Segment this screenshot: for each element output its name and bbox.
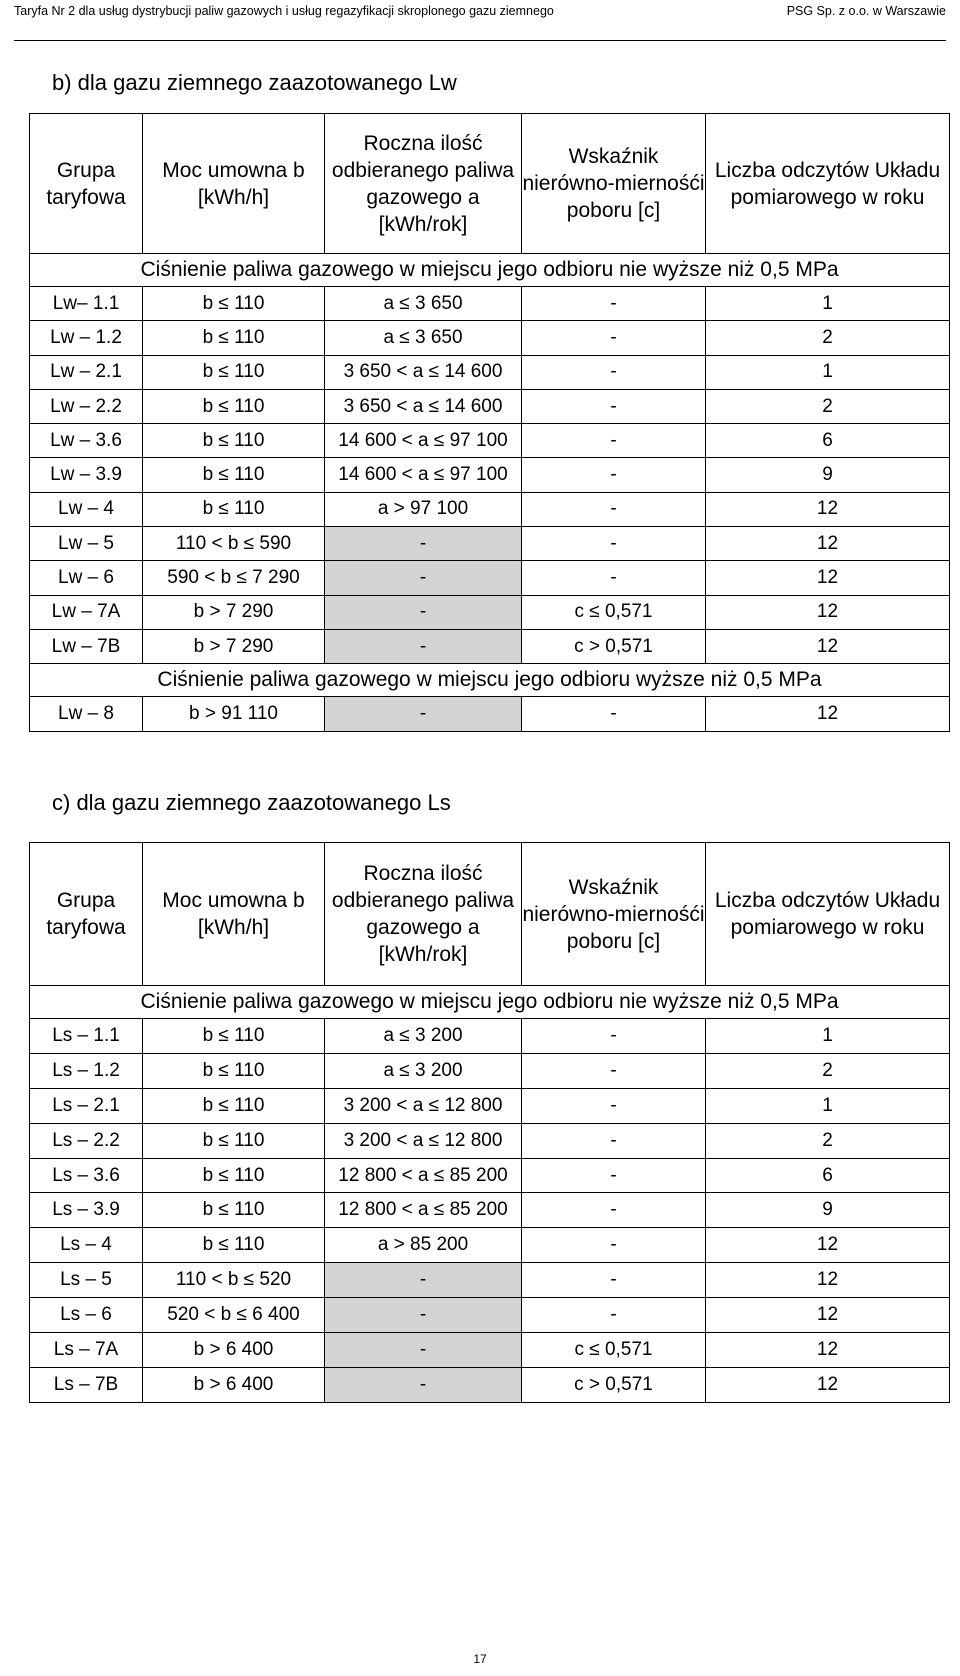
- cell-readings: 12: [706, 561, 950, 595]
- cell-annual-quantity: 14 600 < a ≤ 97 100: [325, 458, 522, 492]
- cell-power: b ≤ 110: [143, 1088, 325, 1123]
- cell-group: Lw – 4: [30, 492, 143, 526]
- document-title: Taryfa Nr 2 dla usług dystrybucji paliw gazowych i usług regazyfikacji skroplonego gazu ziemnego: [14, 4, 554, 18]
- cell-readings: 2: [706, 1053, 950, 1088]
- cell-group: Lw – 1.2: [30, 321, 143, 355]
- column-header-readings: Liczba odczytów Układu pomiarowego w roku: [706, 843, 950, 986]
- cell-annual-quantity: a ≤ 3 200: [325, 1019, 522, 1054]
- table-row: [30, 1193, 950, 1228]
- cell-readings: 6: [706, 424, 950, 458]
- cell-group: Ls – 7A: [30, 1333, 143, 1368]
- cell-readings: 9: [706, 1193, 950, 1228]
- table-row: [30, 629, 950, 663]
- page-number: 17: [473, 1652, 487, 1666]
- cell-unevenness-index: -: [522, 1298, 706, 1333]
- table-row: [30, 1367, 950, 1402]
- cell-group: Lw – 3.9: [30, 458, 143, 492]
- rows-high-pressure-lw: [30, 697, 950, 731]
- cell-unevenness-index: -: [522, 1158, 706, 1193]
- column-header-annual-quantity: Roczna ilość odbieranego paliwa gazowego a [kWh/rok]: [325, 114, 522, 254]
- cell-annual-quantity: a ≤ 3 200: [325, 1053, 522, 1088]
- cell-readings: 12: [706, 1333, 950, 1368]
- page-header: [14, 0, 946, 41]
- column-header-power: Moc umowna b [kWh/h]: [143, 114, 325, 254]
- cell-unevenness-index: -: [522, 458, 706, 492]
- cell-power: b ≤ 110: [143, 1228, 325, 1263]
- rows-low-pressure-ls: [30, 1019, 950, 1403]
- cell-power: b ≤ 110: [143, 492, 325, 526]
- tariff-table-lw: [29, 113, 950, 732]
- cell-power: b > 91 110: [143, 697, 325, 731]
- cell-readings: 12: [706, 629, 950, 663]
- cell-power: b ≤ 110: [143, 1193, 325, 1228]
- column-header-group: Grupa taryfowa: [30, 843, 143, 986]
- cell-unevenness-index: -: [522, 527, 706, 561]
- cell-power: b ≤ 110: [143, 389, 325, 423]
- cell-group: Lw – 7B: [30, 629, 143, 663]
- cell-group: Ls – 1.1: [30, 1019, 143, 1054]
- cell-readings: 1: [706, 287, 950, 321]
- cell-readings: 12: [706, 1298, 950, 1333]
- cell-power: b ≤ 110: [143, 355, 325, 389]
- cell-readings: 12: [706, 595, 950, 629]
- cell-unevenness-index: -: [522, 1228, 706, 1263]
- pressure-label-high: Ciśnienie paliwa gazowego w miejscu jego odbioru wyższe niż 0,5 MPa: [30, 664, 950, 697]
- cell-power: b > 7 290: [143, 629, 325, 663]
- cell-power: b > 6 400: [143, 1367, 325, 1402]
- cell-group: Lw – 2.1: [30, 355, 143, 389]
- cell-power: b ≤ 110: [143, 321, 325, 355]
- cell-unevenness-index: -: [522, 561, 706, 595]
- cell-readings: 6: [706, 1158, 950, 1193]
- cell-group: Ls – 7B: [30, 1367, 143, 1402]
- cell-unevenness-index: -: [522, 355, 706, 389]
- cell-unevenness-index: -: [522, 389, 706, 423]
- cell-unevenness-index: -: [522, 492, 706, 526]
- pressure-label-low: Ciśnienie paliwa gazowego w miejscu jego odbioru nie wyższe niż 0,5 MPa: [30, 986, 950, 1019]
- cell-unevenness-index: -: [522, 1053, 706, 1088]
- cell-annual-quantity: -: [325, 595, 522, 629]
- cell-annual-quantity: -: [325, 1298, 522, 1333]
- cell-unevenness-index: -: [522, 287, 706, 321]
- cell-power: 110 < b ≤ 520: [143, 1263, 325, 1298]
- cell-group: Ls – 4: [30, 1228, 143, 1263]
- cell-readings: 9: [706, 458, 950, 492]
- cell-power: 590 < b ≤ 7 290: [143, 561, 325, 595]
- cell-unevenness-index: -: [522, 424, 706, 458]
- cell-group: Lw – 5: [30, 527, 143, 561]
- cell-power: 520 < b ≤ 6 400: [143, 1298, 325, 1333]
- cell-unevenness-index: -: [522, 1088, 706, 1123]
- table-row: [30, 287, 950, 321]
- cell-group: Ls – 3.9: [30, 1193, 143, 1228]
- cell-group: Ls – 5: [30, 1263, 143, 1298]
- cell-readings: 12: [706, 1263, 950, 1298]
- cell-readings: 1: [706, 355, 950, 389]
- cell-annual-quantity: -: [325, 1333, 522, 1368]
- cell-readings: 12: [706, 527, 950, 561]
- cell-readings: 1: [706, 1019, 950, 1054]
- table-row: [30, 1228, 950, 1263]
- pressure-row-low: [30, 986, 950, 1019]
- cell-readings: 2: [706, 1123, 950, 1158]
- cell-annual-quantity: 14 600 < a ≤ 97 100: [325, 424, 522, 458]
- cell-power: b ≤ 110: [143, 424, 325, 458]
- cell-unevenness-index: -: [522, 697, 706, 731]
- column-header-group: Grupa taryfowa: [30, 114, 143, 254]
- table-row: [30, 424, 950, 458]
- table-row: [30, 1088, 950, 1123]
- column-header-unevenness-index: Wskaźnik nierówno-miernośći poboru [c]: [522, 114, 706, 254]
- cell-unevenness-index: -: [522, 1019, 706, 1054]
- cell-unevenness-index: c > 0,571: [522, 1367, 706, 1402]
- cell-annual-quantity: -: [325, 629, 522, 663]
- cell-readings: 2: [706, 389, 950, 423]
- cell-readings: 12: [706, 492, 950, 526]
- cell-annual-quantity: -: [325, 561, 522, 595]
- rows-low-pressure-lw: [30, 287, 950, 664]
- cell-power: b ≤ 110: [143, 1123, 325, 1158]
- cell-annual-quantity: 3 650 < a ≤ 14 600: [325, 389, 522, 423]
- column-header-unevenness-index: Wskaźnik nierówno-miernośći poboru [c]: [522, 843, 706, 986]
- cell-unevenness-index: c > 0,571: [522, 629, 706, 663]
- company-name: PSG Sp. z o.o. w Warszawie: [786, 4, 946, 18]
- cell-annual-quantity: 12 800 < a ≤ 85 200: [325, 1158, 522, 1193]
- column-header-annual-quantity: Roczna ilość odbieranego paliwa gazowego a [kWh/rok]: [325, 843, 522, 986]
- table-header-row: [30, 114, 950, 254]
- cell-annual-quantity: -: [325, 1367, 522, 1402]
- cell-readings: 12: [706, 697, 950, 731]
- column-header-power: Moc umowna b [kWh/h]: [143, 843, 325, 986]
- cell-annual-quantity: 3 650 < a ≤ 14 600: [325, 355, 522, 389]
- cell-annual-quantity: -: [325, 1263, 522, 1298]
- cell-annual-quantity: 12 800 < a ≤ 85 200: [325, 1193, 522, 1228]
- cell-group: Lw – 2.2: [30, 389, 143, 423]
- section-heading-lw: b) dla gazu ziemnego zaazotowanego Lw: [52, 70, 457, 95]
- cell-power: b > 6 400: [143, 1333, 325, 1368]
- cell-group: Ls – 2.2: [30, 1123, 143, 1158]
- table-row: [30, 492, 950, 526]
- cell-annual-quantity: a ≤ 3 650: [325, 321, 522, 355]
- table-row: [30, 321, 950, 355]
- cell-power: b ≤ 110: [143, 1053, 325, 1088]
- table-row: [30, 1158, 950, 1193]
- cell-power: b ≤ 110: [143, 458, 325, 492]
- cell-unevenness-index: c ≤ 0,571: [522, 595, 706, 629]
- table-row: [30, 355, 950, 389]
- table-row: [30, 1019, 950, 1054]
- cell-annual-quantity: -: [325, 697, 522, 731]
- cell-group: Lw – 6: [30, 561, 143, 595]
- table-row: [30, 458, 950, 492]
- cell-power: b ≤ 110: [143, 1019, 325, 1054]
- cell-readings: 12: [706, 1367, 950, 1402]
- cell-power: b > 7 290: [143, 595, 325, 629]
- section-heading-ls: c) dla gazu ziemnego zaazotowanego Ls: [52, 790, 451, 815]
- cell-annual-quantity: 3 200 < a ≤ 12 800: [325, 1088, 522, 1123]
- cell-group: Ls – 2.1: [30, 1088, 143, 1123]
- cell-group: Ls – 3.6: [30, 1158, 143, 1193]
- cell-power: b ≤ 110: [143, 1158, 325, 1193]
- table-row: [30, 1298, 950, 1333]
- table-row: [30, 1123, 950, 1158]
- cell-group: Lw– 1.1: [30, 287, 143, 321]
- cell-annual-quantity: -: [325, 527, 522, 561]
- cell-group: Ls – 1.2: [30, 1053, 143, 1088]
- pressure-label-low: Ciśnienie paliwa gazowego w miejscu jego odbioru nie wyższe niż 0,5 MPa: [30, 254, 950, 287]
- cell-annual-quantity: 3 200 < a ≤ 12 800: [325, 1123, 522, 1158]
- cell-group: Lw – 7A: [30, 595, 143, 629]
- table-row: [30, 697, 950, 731]
- cell-group: Lw – 8: [30, 697, 143, 731]
- column-header-readings: Liczba odczytów Układu pomiarowego w roku: [706, 114, 950, 254]
- table-row: [30, 389, 950, 423]
- table-header-row: [30, 843, 950, 986]
- cell-power: b ≤ 110: [143, 287, 325, 321]
- table-row: [30, 1333, 950, 1368]
- cell-readings: 2: [706, 321, 950, 355]
- table-row: [30, 1263, 950, 1298]
- cell-unevenness-index: c ≤ 0,571: [522, 1333, 706, 1368]
- cell-readings: 12: [706, 1228, 950, 1263]
- table-row: [30, 561, 950, 595]
- table-row: [30, 1053, 950, 1088]
- cell-group: Lw – 3.6: [30, 424, 143, 458]
- cell-readings: 1: [706, 1088, 950, 1123]
- cell-group: Ls – 6: [30, 1298, 143, 1333]
- cell-unevenness-index: -: [522, 1263, 706, 1298]
- pressure-row-high: [30, 664, 950, 697]
- cell-unevenness-index: -: [522, 321, 706, 355]
- cell-unevenness-index: -: [522, 1123, 706, 1158]
- pressure-row-low: [30, 254, 950, 287]
- cell-annual-quantity: a > 85 200: [325, 1228, 522, 1263]
- cell-annual-quantity: a ≤ 3 650: [325, 287, 522, 321]
- cell-power: 110 < b ≤ 590: [143, 527, 325, 561]
- table-row: [30, 595, 950, 629]
- cell-unevenness-index: -: [522, 1193, 706, 1228]
- cell-annual-quantity: a > 97 100: [325, 492, 522, 526]
- tariff-table-ls: [29, 842, 950, 1403]
- table-row: [30, 527, 950, 561]
